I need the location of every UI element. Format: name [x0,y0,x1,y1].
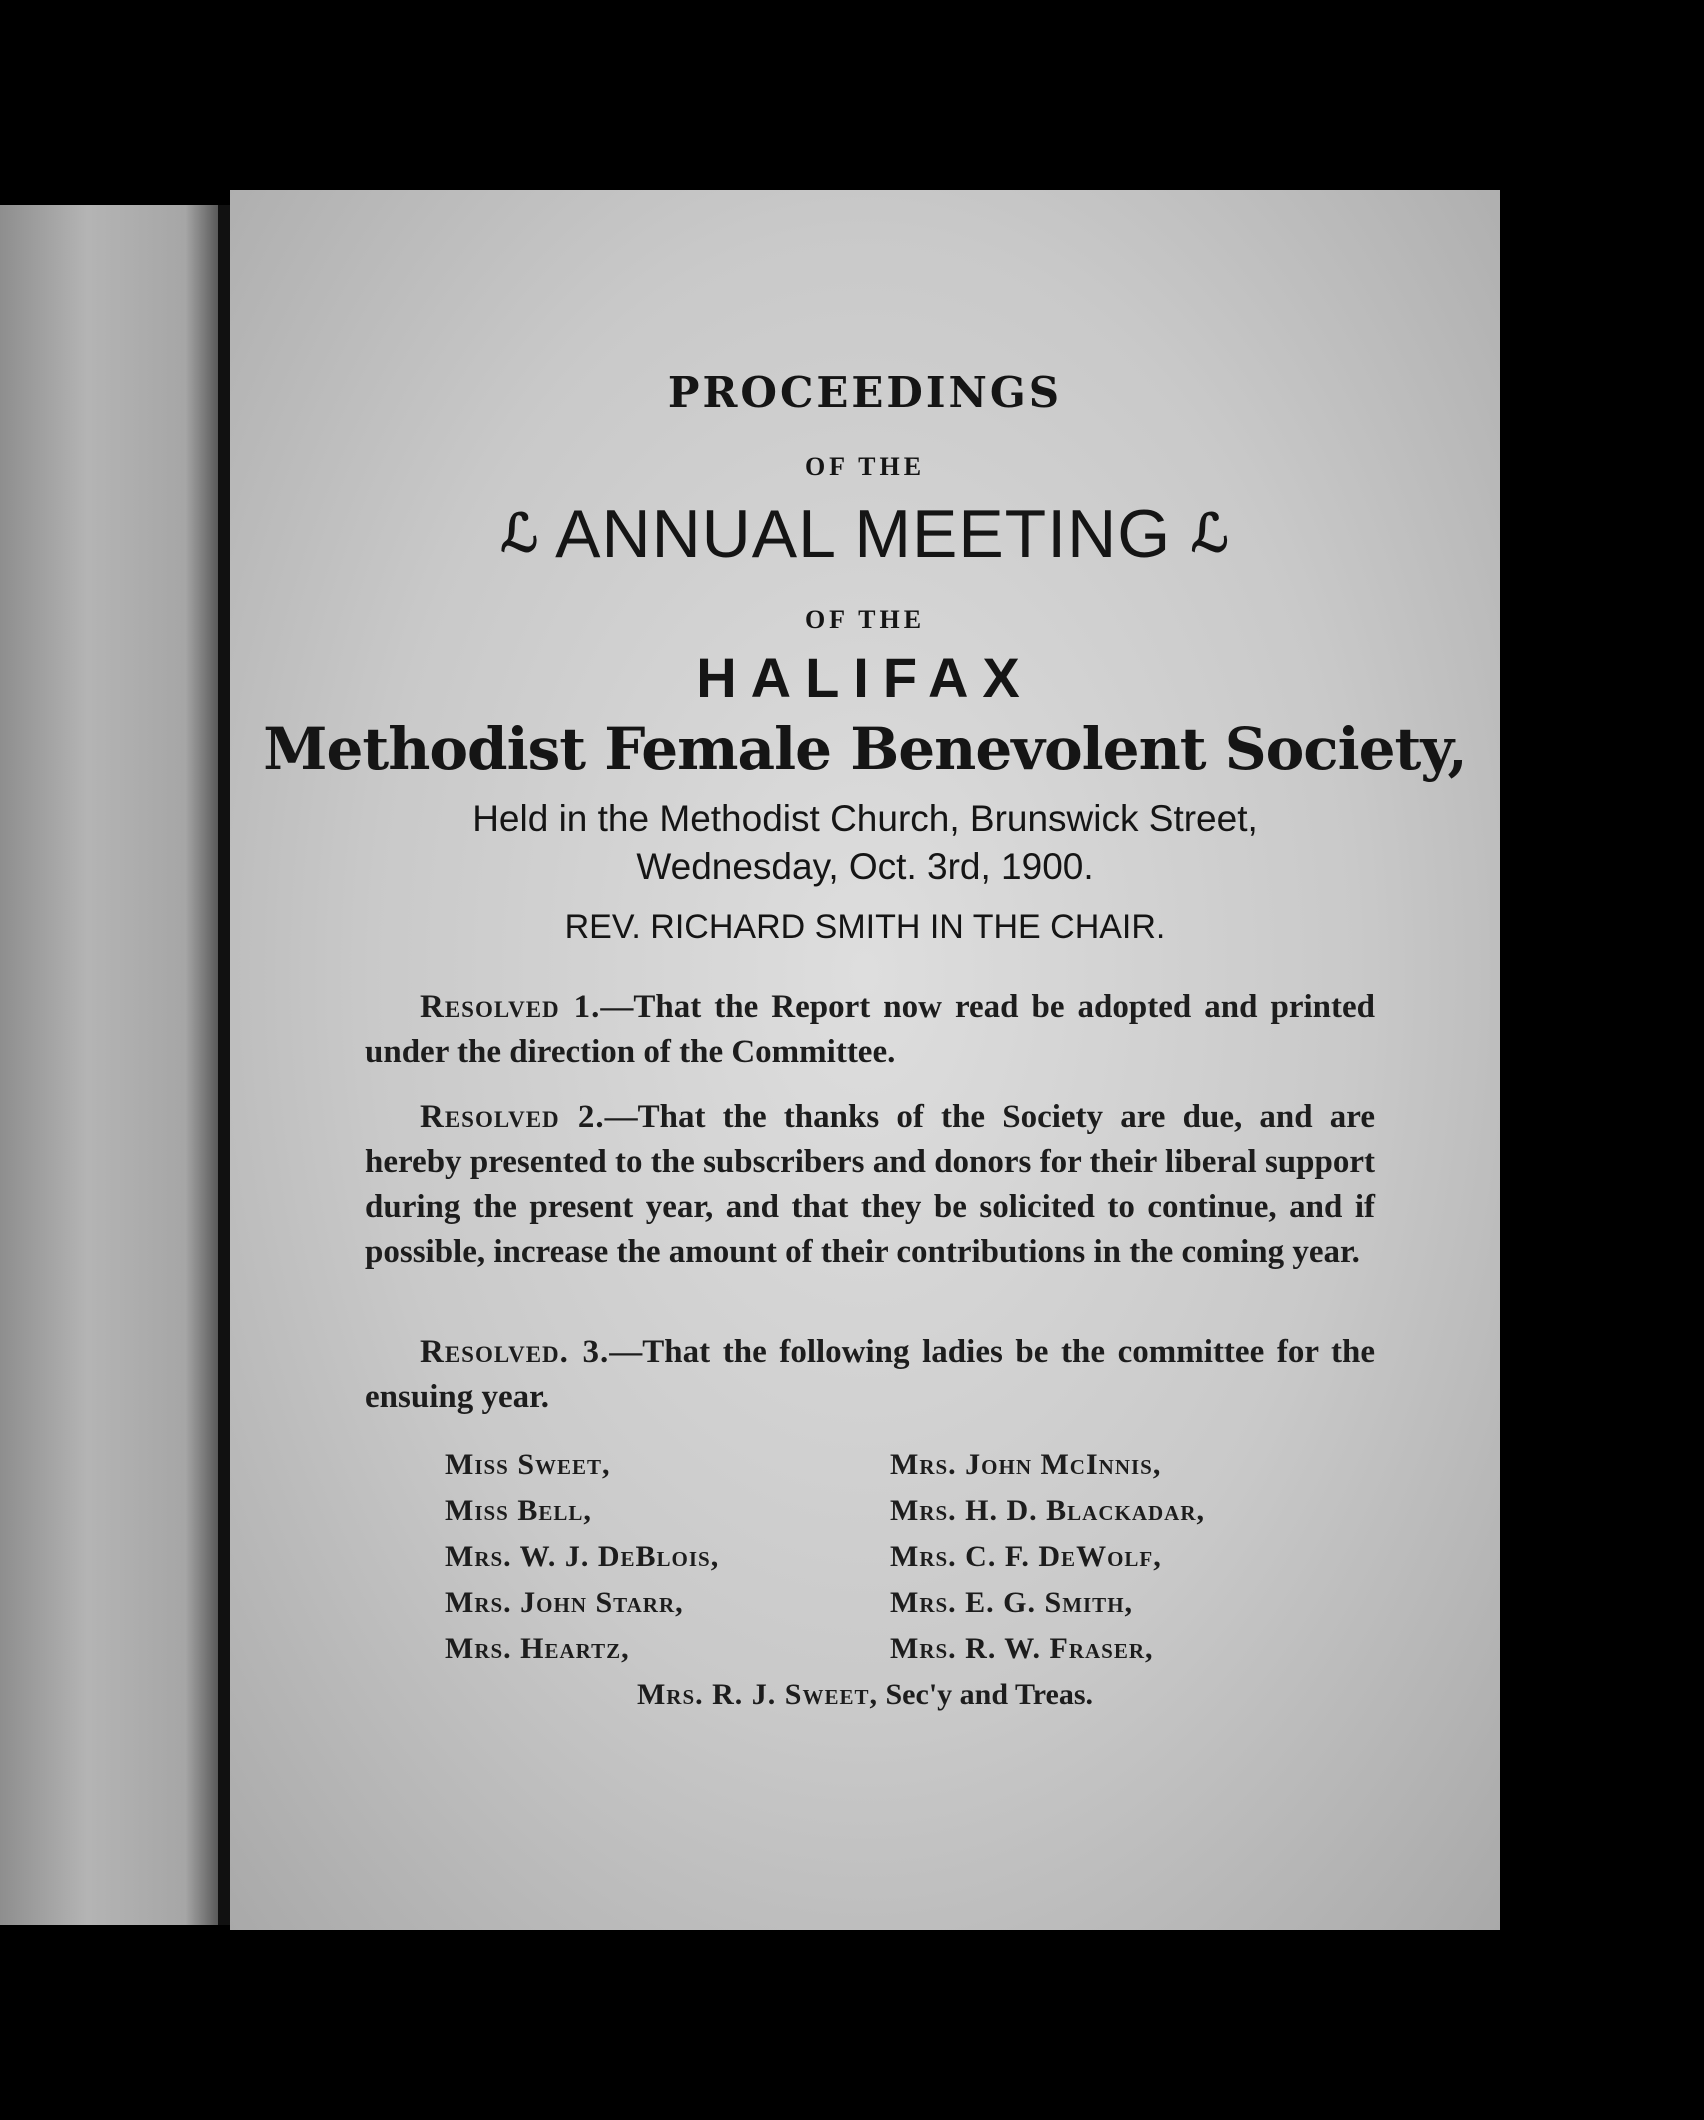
heading-annual-meeting [230,495,1500,573]
meeting-venue: Held in the Methodist Church, Brunswick Street, [472,798,1258,839]
committee-member: Mrs. E. G. Smith, [890,1586,1134,1619]
document-page [230,190,1500,1930]
committee-member: Mrs. Heartz, [445,1632,630,1665]
committee-member: Miss Sweet, [445,1448,611,1481]
heading-society-name: Methodist Female Benevolent Society, [263,715,1467,783]
resolution-label: Resolved. 3. [420,1334,610,1370]
committee-member: Miss Bell, [445,1494,592,1527]
ornament-left: ℒ [500,503,539,564]
resolution-3 [365,1330,1375,1420]
committee-member: Mrs. W. J. DeBlois, [445,1540,720,1573]
committee-column-left [445,1442,885,1672]
heading-of-the-2: OF THE [804,605,926,634]
ornament-right: ℒ [1191,503,1230,564]
resolution-label: Resolved 2. [420,1099,605,1135]
resolution-1 [365,985,1375,1075]
annual-meeting-text: ANNUAL MEETING [555,496,1172,572]
resolution-text: —That the Report now read be adopted and printed under the direction of the Committee. [365,989,1375,1070]
secretary-role: Sec'y and Treas. [885,1678,1094,1711]
page-content [230,190,1500,1930]
committee-member: Mrs. John Starr, [445,1586,684,1619]
secretary-name: Mrs. R. J. Sweet, [636,1678,878,1711]
heading-proceedings: PROCEEDINGS [667,368,1063,417]
resolution-text: —That the thanks of the Society are due, and are hereby presented to the subscribers and donors for their liberal support during the present year, and that they be solicited to continue, and if possible, increase the amount of their contributions in the coming year. [365,1099,1375,1270]
meeting-chair: REV. RICHARD SMITH IN THE CHAIR. [564,908,1166,946]
secretary-line [230,1678,1500,1712]
committee-member: Mrs. R. W. Fraser, [890,1632,1154,1665]
resolution-label: Resolved 1. [420,989,601,1025]
heading-of-the: OF THE [804,452,926,481]
committee-member: Mrs. John McInnis, [890,1448,1162,1481]
committee-member: Mrs. H. D. Blackadar, [890,1494,1206,1527]
meeting-date: Wednesday, Oct. 3rd, 1900. [636,846,1094,887]
resolution-text: —That the following ladies be the committee for the ensuing year. [365,1334,1375,1415]
heading-halifax: HALIFAX [696,646,1034,709]
resolution-2 [365,1095,1375,1275]
committee-member: Mrs. C. F. DeWolf, [890,1540,1162,1573]
facing-page-fragment [0,205,218,1925]
committee-column-right [890,1442,1330,1672]
